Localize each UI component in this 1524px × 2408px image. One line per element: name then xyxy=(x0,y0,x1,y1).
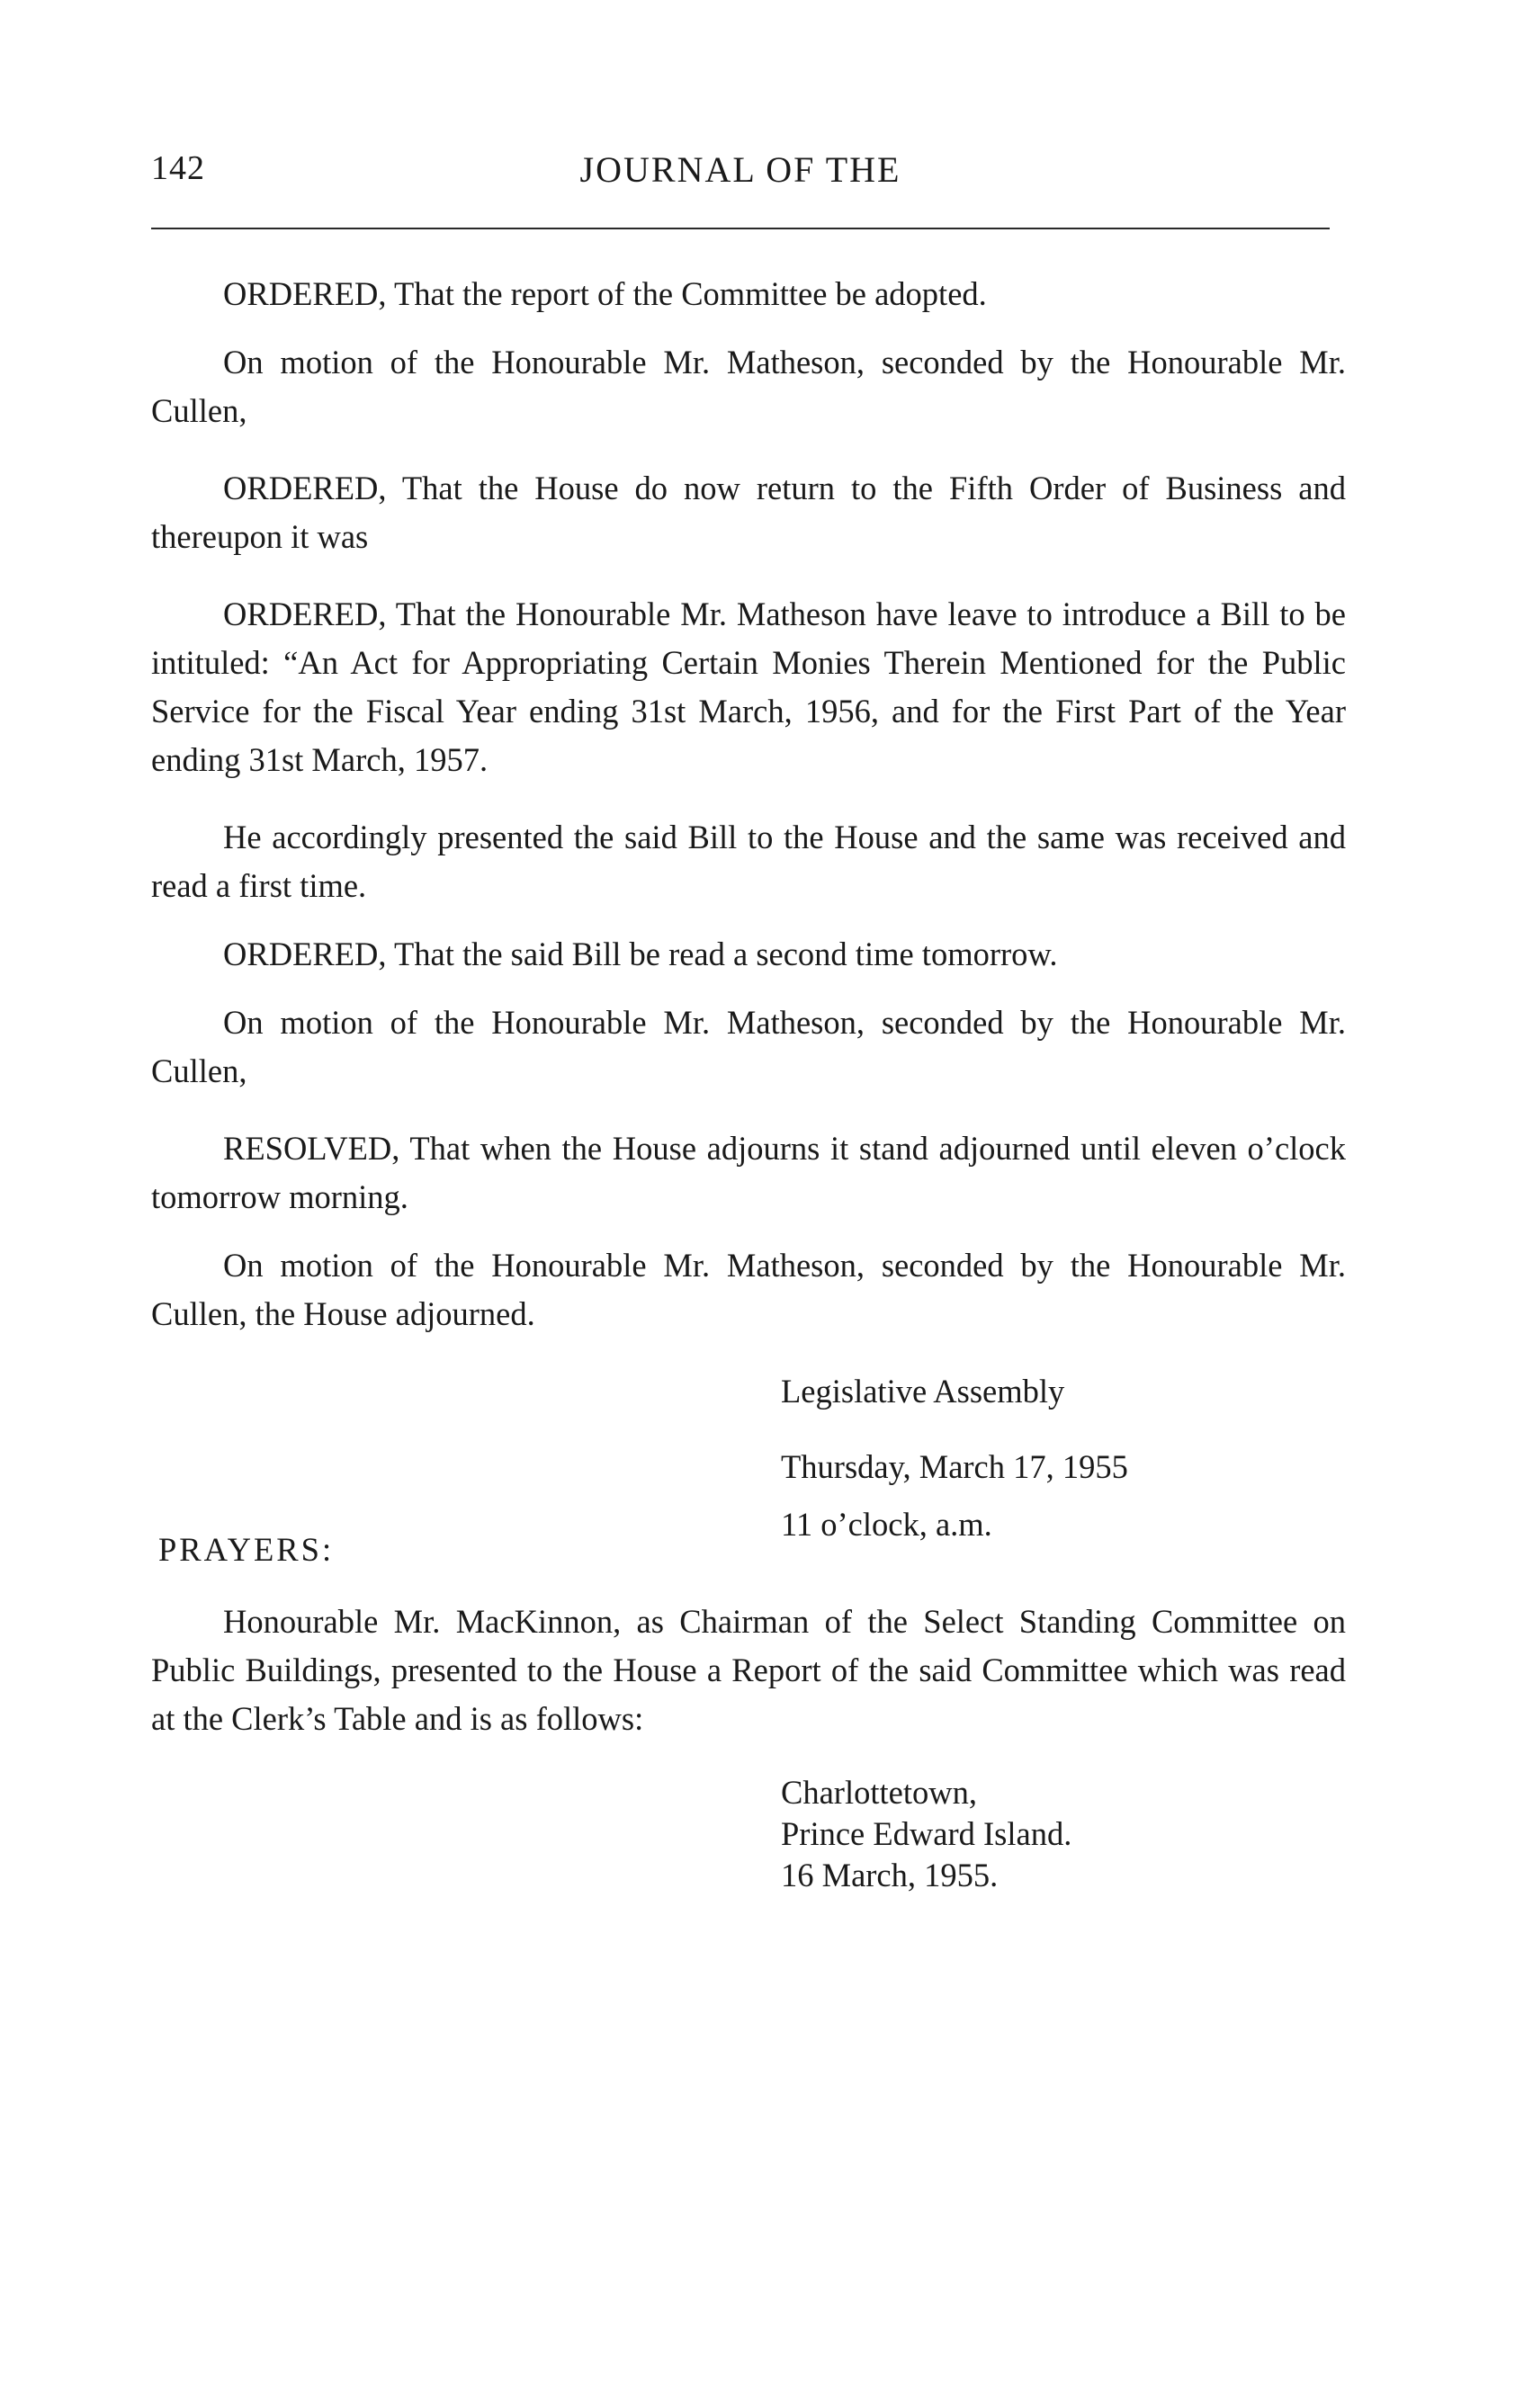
paragraph-adjourned: On motion of the Honourable Mr. Matheson, seconded by the Honourable Mr. Cullen, the House adjourned. xyxy=(151,1247,1346,1332)
paragraph-ordered-return: ORDERED, That the House do now return to the Fifth Order of Business and thereupon it was xyxy=(151,470,1346,555)
paragraph-report-intro: Honourable Mr. MacKinnon, as Chairman of the Select Standing Committee on Public Buildings, presented to the House a Report of the said Committee which was read at the Clerk’s Table and is as follows: xyxy=(151,1603,1346,1737)
sitting-time: 11 o’clock, a.m. xyxy=(781,1506,992,1543)
paragraph-motion: On motion of the Honourable Mr. Matheson, seconded by the Honourable Mr. Cullen, xyxy=(151,344,1346,429)
sitting-date: Thursday, March 17, 1955 xyxy=(781,1448,1128,1485)
address-date: 16 March, 1955. xyxy=(781,1857,999,1893)
prayers-row xyxy=(151,1506,1346,1581)
report-address xyxy=(781,1772,1346,1896)
paragraph-ordered-leave: ORDERED, That the Honourable Mr. Matheson have leave to introduce a Bill to be intituled: “An Act for Appropriating Certain Monies Therein Mentioned for the Public Service for the Fiscal Year ending 31st March, 1956, and for the First Part of the Year ending 31st March, 1957. xyxy=(151,595,1346,778)
page-body xyxy=(151,270,1346,1896)
address-city: Charlottetown, xyxy=(781,1774,977,1811)
assembly-name: Legislative Assembly xyxy=(781,1373,1065,1410)
prayers-heading: PRAYERS: xyxy=(158,1531,335,1568)
paragraph-ordered-second-reading: ORDERED, That the said Bill be read a second time tomorrow. xyxy=(223,935,1058,972)
paragraph-motion: On motion of the Honourable Mr. Matheson, seconded by the Honourable Mr. Cullen, xyxy=(151,1004,1346,1089)
address-province: Prince Edward Island. xyxy=(781,1815,1072,1852)
page-header xyxy=(151,148,1330,202)
page-number: 142 xyxy=(151,149,205,187)
paragraph-ordered-report-adopted: ORDERED, That the report of the Committee be adopted. xyxy=(223,275,987,312)
running-head: JOURNAL OF THE xyxy=(579,149,901,190)
paragraph-resolved: RESOLVED, That when the House adjourns it stand adjourned until eleven o’clock tomorrow morning. xyxy=(151,1130,1346,1215)
paragraph-bill-presented: He accordingly presented the said Bill to the House and the same was received and read a first time. xyxy=(151,819,1346,904)
header-rule xyxy=(151,228,1330,229)
sitting-header xyxy=(781,1367,1346,1491)
